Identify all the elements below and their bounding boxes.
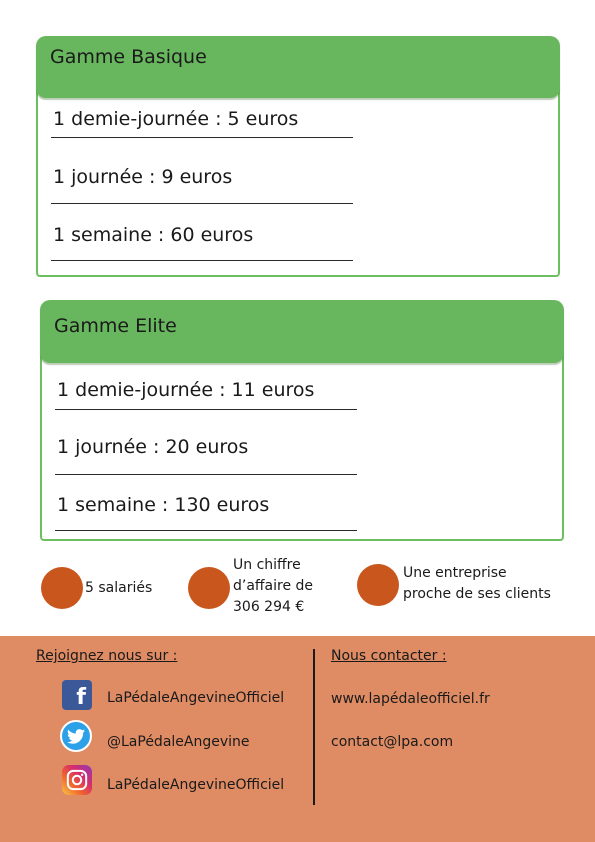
instagram-icon[interactable] xyxy=(62,765,92,795)
stat-dot-employees xyxy=(41,567,83,609)
stat-dot-revenue xyxy=(188,567,230,609)
basique-row-day: 1 journée : 9 euros xyxy=(53,166,233,188)
basique-header xyxy=(36,36,560,98)
stat-revenue: Un chiffre d’affaire de 306 294 € xyxy=(233,557,314,615)
elite-underline-3 xyxy=(55,530,357,531)
social-facebook-link[interactable]: LaPédaleAngevineOfficiel xyxy=(107,690,285,706)
facebook-icon[interactable]: f xyxy=(62,680,92,710)
elite-header xyxy=(40,300,564,363)
elite-row-week: 1 semaine : 130 euros xyxy=(57,494,270,516)
basique-row-week: 1 semaine : 60 euros xyxy=(53,224,254,246)
stat-dot-customers xyxy=(357,564,399,606)
elite-row-half-day: 1 demie-journée : 11 euros xyxy=(57,379,315,401)
basique-title: Gamme Basique xyxy=(50,46,207,68)
basique-underline-2 xyxy=(51,203,353,204)
stat-employees: 5 salariés xyxy=(85,580,153,596)
basique-row-half-day: 1 demie-journée : 5 euros xyxy=(53,108,299,130)
social-twitter-link[interactable]: @LaPédaleAngevine xyxy=(107,734,250,750)
contact-heading: Nous contacter : xyxy=(331,648,447,664)
elite-underline-1 xyxy=(55,409,357,410)
elite-title: Gamme Elite xyxy=(54,315,177,337)
basique-underline-3 xyxy=(51,260,353,261)
contact-website-link[interactable]: www.lapédaleofficiel.fr xyxy=(331,691,490,707)
basique-underline-1 xyxy=(51,137,353,138)
twitter-icon[interactable] xyxy=(60,720,92,752)
elite-underline-2 xyxy=(55,474,357,475)
social-heading: Rejoignez nous sur : xyxy=(36,648,178,664)
elite-row-day: 1 journée : 20 euros xyxy=(57,436,249,458)
stat-customers: Une entreprise proche de ses clients xyxy=(403,565,551,602)
social-instagram-link[interactable]: LaPédaleAngevineOfficiel xyxy=(107,777,285,793)
contact-email-link[interactable]: contact@lpa.com xyxy=(331,734,454,750)
footer-divider xyxy=(313,649,315,805)
